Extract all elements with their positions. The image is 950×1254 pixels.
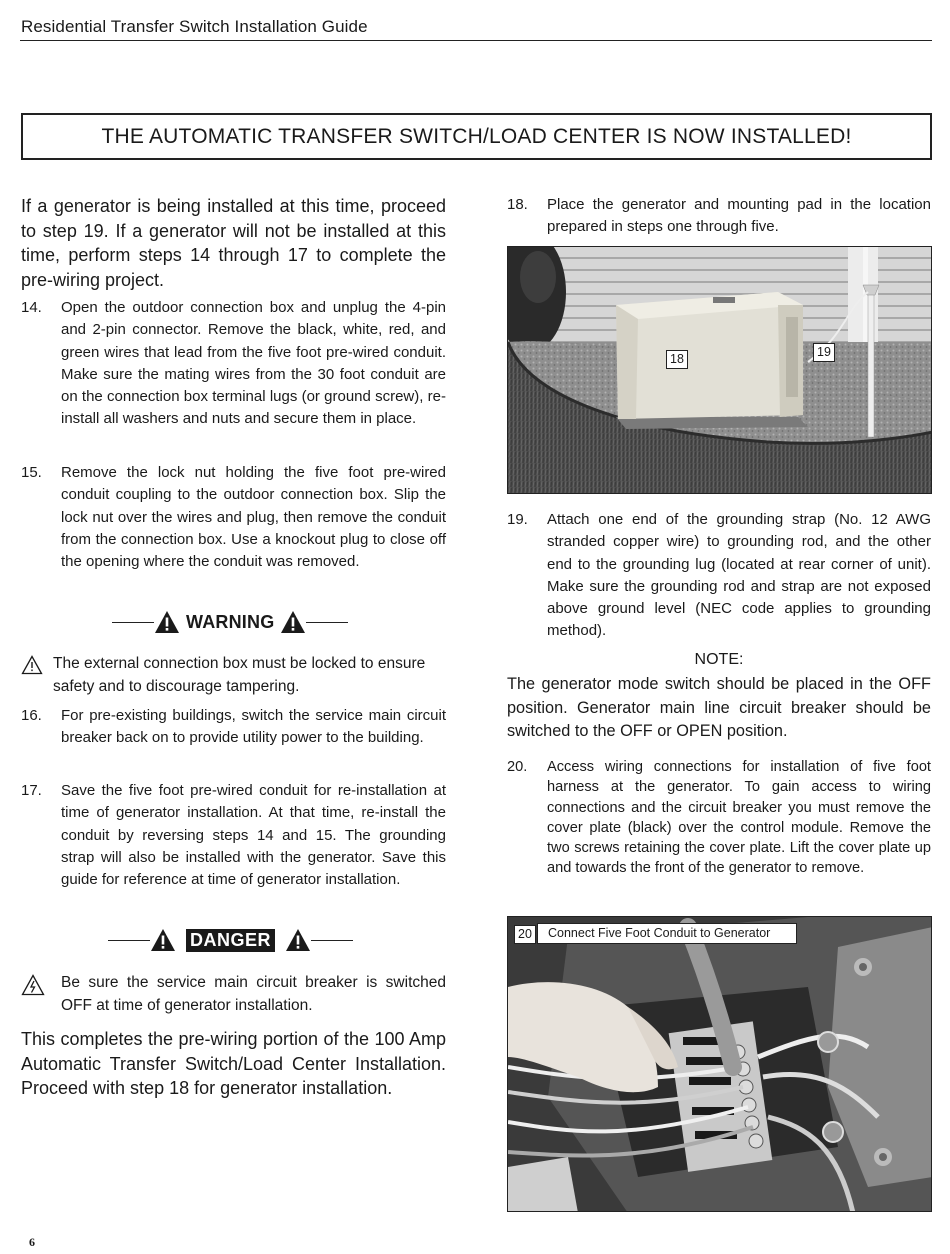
step-14 xyxy=(21,297,446,431)
step-text: For pre-existing buildings, switch the service main circuit breaker back on to provide utility power to the building. xyxy=(61,707,446,747)
step-15 xyxy=(21,462,446,573)
note-title: NOTE: xyxy=(694,651,744,668)
wiring-illustration xyxy=(508,917,932,1212)
warning-triangle-icon xyxy=(154,610,180,634)
warning-label: WARNING xyxy=(186,611,275,632)
warning-rule-right xyxy=(306,622,348,623)
closing-paragraph: This completes the pre-wiring portion of the 100 Amp Automatic Transfer Switch/Load Center Installation. Proceed with step 18 for generator installation. xyxy=(21,1029,446,1098)
step-text: Access wiring connections for installation of five foot harness at the generator. To gain access to wiring connections and the circuit breaker you must remove the cover plate (black) over the control module. Remove the two screws retaining the cover plate. Lift the cover plate up and towards the front of the generator to remove. xyxy=(547,759,931,877)
step-text: Save the five foot pre-wired conduit for re-installation at time of generator installation. At that time, re-install the conduit by reversing steps 14 and 15. The grounding strap will also be installed with the generator. Save this guide for reference at time of generator installation. xyxy=(61,782,446,889)
running-header: Residential Transfer Switch Installation Guide xyxy=(21,17,368,36)
step-20 xyxy=(507,757,931,879)
intro-paragraph: If a generator is being installed at this time, proceed to step 19. If a generator will not be installed at this time, perform steps 14 through 17 to complete the pre-wiring project. xyxy=(21,196,446,290)
danger-rule-left xyxy=(108,940,150,941)
step-number: 20. xyxy=(507,759,528,775)
caution-outline-icon xyxy=(21,655,43,675)
figure-caption: Connect Five Foot Conduit to Generator xyxy=(537,923,797,944)
danger-note xyxy=(21,972,446,1017)
page-number: 6 xyxy=(29,1235,35,1249)
step-number: 14. xyxy=(21,299,42,316)
danger-rule-right xyxy=(311,940,353,941)
callout-18: 18 xyxy=(666,350,688,369)
generator-placement-photo xyxy=(507,246,932,494)
warning-text: The external connection box must be locked to ensure safety and to discourage tampering. xyxy=(53,655,426,695)
step-18 xyxy=(507,194,931,239)
note-text: The generator mode switch should be placed in the OFF position. Generator main line circuit breaker should be switched to the OFF or OPEN position. xyxy=(507,675,931,740)
danger-heading xyxy=(108,925,353,955)
step-text: Place the generator and mounting pad in the location prepared in steps one through five. xyxy=(547,196,931,236)
callout-20: 20 xyxy=(514,925,536,944)
step-19 xyxy=(507,509,931,643)
step-17 xyxy=(21,780,446,891)
step-text: Attach one end of the grounding strap (No. 12 AWG stranded copper wire) to grounding rod, and the other end to the grounding lug (located at rear corner of unit). Make sure the grounding rod and strap are not exposed above ground level (NEC code applies to grounding method). xyxy=(547,511,931,640)
banner-text: THE AUTOMATIC TRANSFER SWITCH/LOAD CENTER IS NOW INSTALLED! xyxy=(101,124,852,148)
installed-banner xyxy=(21,113,932,160)
warning-triangle-icon xyxy=(285,928,311,952)
warning-triangle-icon xyxy=(150,928,176,952)
electrical-hazard-icon xyxy=(21,974,45,996)
warning-heading xyxy=(112,607,348,637)
callout-19: 19 xyxy=(813,343,835,362)
generator-illustration xyxy=(508,247,932,494)
step-number: 15. xyxy=(21,464,42,481)
step-text: Open the outdoor connection box and unplug the 4-pin and 2-pin connector. Remove the black, white, red, and green wires that lead from the five foot pre-wired conduit. Make sure the mating wires from the 30 foot conduit are on the connection box terminal lugs (or ground screw), re-install all washers and nuts and secure them in place. xyxy=(61,299,446,428)
step-number: 19. xyxy=(507,511,528,528)
step-text: Remove the lock nut holding the five foot pre-wired conduit coupling to the outdoor connection box. Slip the lock nut over the wires and plug, then remove the conduit from the connection box. Use a knockout plug to close off the opening where the conduit was removed. xyxy=(61,464,446,571)
step-number: 16. xyxy=(21,707,42,724)
warning-rule-left xyxy=(112,622,154,623)
step-number: 18. xyxy=(507,196,528,213)
danger-label: DANGER xyxy=(186,929,275,952)
warning-note xyxy=(21,653,441,698)
step-number: 17. xyxy=(21,782,42,799)
step-16 xyxy=(21,705,446,750)
danger-text: Be sure the service main circuit breaker is switched OFF at time of generator installation. xyxy=(61,974,446,1014)
header-rule xyxy=(20,40,932,41)
wiring-connections-photo xyxy=(507,916,932,1212)
warning-triangle-icon xyxy=(280,610,306,634)
